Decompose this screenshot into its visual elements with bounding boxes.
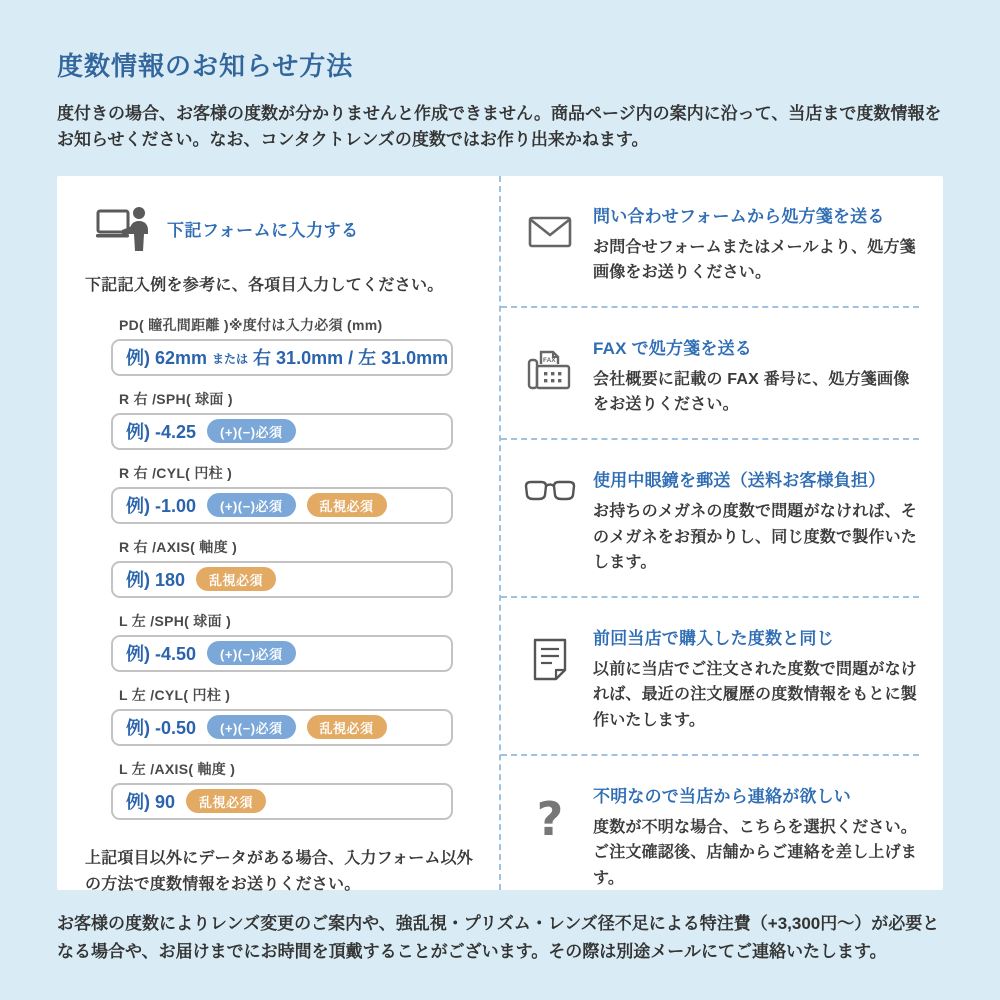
method-heading: FAX で処方箋を送る: [593, 338, 752, 358]
field-example-box: [111, 561, 453, 598]
badge-astigmatism-required: 乱視必須: [307, 715, 387, 739]
method-heading: 不明なので当店から連絡が欲しい: [593, 786, 851, 806]
field-row-r-cyl: [111, 463, 453, 524]
envelope-icon: [519, 216, 581, 248]
field-example-box: [111, 709, 453, 746]
badge-plus-minus-required: (+)(−)必須: [207, 641, 296, 665]
field-label: L 左 /AXIS( 軸度 ): [119, 760, 236, 777]
badge-astigmatism-required: 乱視必須: [186, 789, 266, 813]
method-heading: 問い合わせフォームから処方箋を送る: [593, 206, 885, 226]
badge-plus-minus-required: (+)(−)必須: [207, 715, 296, 739]
field-example-text: 例) -0.50: [126, 718, 197, 739]
field-row-l-sph: [111, 611, 453, 672]
field-label: L 左 /SPH( 球面 ): [119, 612, 232, 629]
method-heading: 使用中眼鏡を郵送（送料お客様負担）: [593, 471, 886, 491]
field-row-r-axis: [111, 537, 453, 598]
field-example-or: または: [212, 352, 249, 367]
field-example-text: 例) 62mm: [126, 348, 208, 369]
form-note: 上記項目以外にデータがある場合、入力フォーム以外の方法で度数情報をお送りください。: [85, 849, 474, 894]
field-example-text: 例) -4.50: [126, 644, 197, 665]
presenter-at-screen-icon: [95, 206, 151, 252]
field-example-text: 例) -1.00: [126, 496, 197, 517]
field-example-text: 例) 180: [126, 570, 186, 591]
field-row-pd: [111, 315, 453, 376]
field-row-r-sph: [111, 389, 453, 450]
field-label: R 右 /CYL( 円柱 ): [119, 464, 233, 481]
field-label: R 右 /AXIS( 軸度 ): [119, 538, 238, 555]
form-section: [57, 176, 499, 894]
glasses-icon: [519, 480, 581, 502]
field-example-text2: 右 31.0mm / 左 31.0mm: [253, 348, 449, 369]
method-fax: [501, 306, 919, 438]
alternative-methods: [499, 176, 943, 890]
badge-plus-minus-required: (+)(−)必須: [207, 493, 296, 517]
method-description: 度数が不明な場合、こちらを選択ください。ご注文確認後、店舗からご連絡を差し上げます。: [593, 818, 918, 887]
document-icon: [519, 638, 581, 682]
field-example-text: 例) 90: [126, 792, 176, 813]
methods-card: [57, 176, 943, 894]
form-instruction: 下記記入例を参考に、各項目入力してください。: [85, 276, 444, 294]
method-previous-order: [501, 596, 919, 754]
method-description: 以前に当店でご注文された度数で問題がなければ、最近の注文履歴の度数情報をもとに製作いたします。: [593, 660, 918, 730]
page-title: 度数情報のお知らせ方法: [57, 51, 354, 81]
intro-text: 度付きの場合、お客様の度数が分かりませんと作成できません。商品ページ内の案内に沿って、当店まで度数情報をお知らせください。なお、コンタクトレンズの度数ではお作り出来かねます。: [57, 104, 942, 150]
field-example-box: [111, 635, 453, 672]
fax-icon: [519, 348, 581, 392]
method-description: 会社概要に記載の FAX 番号に、処方箋画像をお送りください。: [593, 370, 910, 414]
field-label: R 右 /SPH( 球面 ): [119, 390, 233, 407]
method-mail-glasses: [501, 438, 919, 596]
form-example-fields: [111, 315, 453, 820]
field-example-box: [111, 413, 453, 450]
method-description: お問合せフォームまたはメールより、処方箋画像をお送りください。: [593, 238, 916, 282]
method-description: お持ちのメガネの度数で問題がなければ、そのメガネをお預かりし、同じ度数で製作いたします。: [593, 503, 918, 572]
field-example-text: 例) -4.25: [126, 422, 197, 443]
badge-astigmatism-required: 乱視必須: [196, 567, 276, 591]
method-contact-form: [501, 176, 919, 306]
field-example-box: [111, 339, 453, 376]
field-row-l-cyl: [111, 685, 453, 746]
field-label: L 左 /CYL( 円柱 ): [119, 686, 231, 703]
badge-plus-minus-required: (+)(−)必須: [207, 419, 296, 443]
field-label: PD( 瞳孔間距離 )※度付は入力必須 (mm): [119, 316, 383, 333]
method-contact-me: [501, 754, 919, 912]
footer-note: お客様の度数によりレンズ変更のご案内や、強乱視・プリズム・レンズ径不足による特注費（+3,300円〜）が必要となる場合や、お届けまでにお時間を頂戴することがございます。その際は別途メールにてご連絡いたします。: [57, 913, 940, 961]
method-heading: 前回当店で購入した度数と同じ: [593, 628, 834, 648]
svg-text:FAX: FAX: [543, 356, 556, 364]
field-example-box: [111, 783, 453, 820]
form-section-title: 下記フォームに入力する: [167, 221, 359, 241]
field-row-l-axis: [111, 759, 453, 820]
badge-astigmatism-required: 乱視必須: [307, 493, 387, 517]
form-section-header: [95, 206, 499, 252]
field-example-box: [111, 487, 453, 524]
question-icon: ?: [536, 791, 564, 846]
